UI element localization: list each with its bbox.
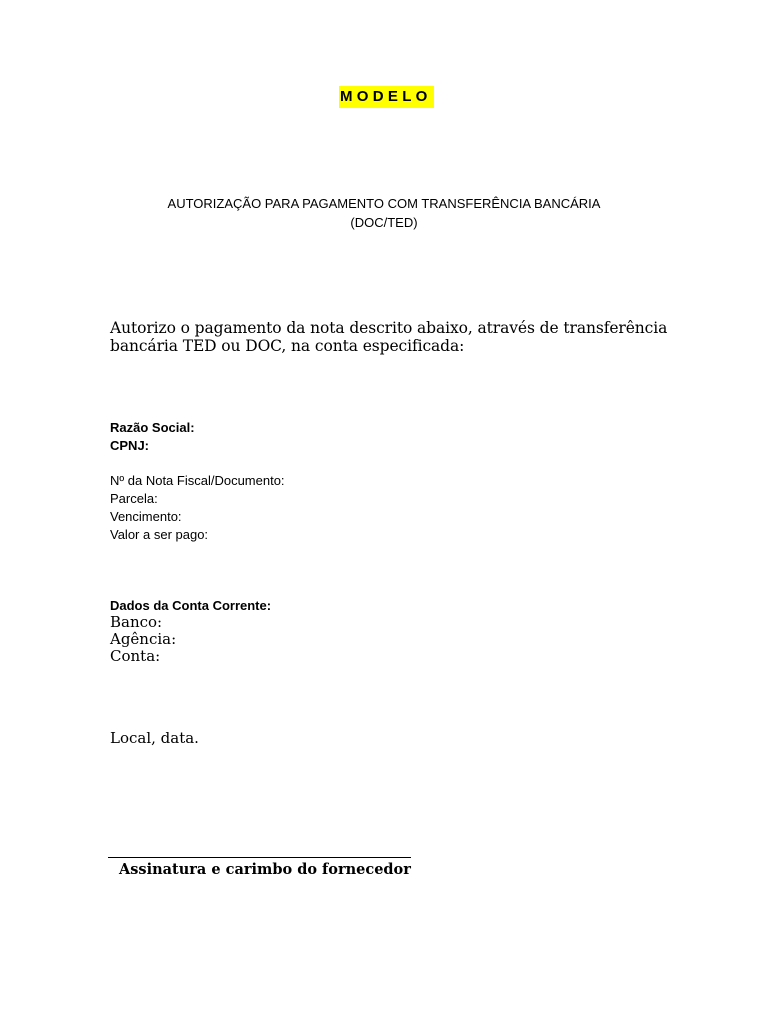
signature-line	[108, 857, 411, 858]
document-title: AUTORIZAÇÃO PARA PAGAMENTO COM TRANSFERÊNCIA BANCÁRIA	[167, 196, 601, 211]
amount-label: Valor a ser pago:	[110, 527, 209, 542]
invoice-number-label: Nº da Nota Fiscal/Documento:	[110, 473, 285, 488]
razao-social-label: Razão Social:	[110, 420, 195, 435]
model-highlight-label: MODELO	[339, 86, 434, 108]
due-date-label: Vencimento:	[110, 509, 182, 524]
installment-label: Parcela:	[110, 491, 158, 506]
document-subtitle: (DOC/TED)	[350, 215, 418, 230]
cnpj-label: CPNJ:	[110, 438, 150, 453]
bank-label: Banco:	[110, 613, 163, 631]
account-number-label: Conta:	[110, 647, 161, 665]
account-heading: Dados da Conta Corrente:	[110, 598, 272, 613]
place-date-label: Local, data.	[110, 729, 199, 747]
intro-text-line-2: bancária TED ou DOC, na conta especificada:	[110, 337, 465, 355]
signature-label: Assinatura e carimbo do fornecedor	[119, 861, 411, 878]
intro-text-line-1: Autorizo o pagamento da nota descrito abaixo, através de transferência	[110, 319, 668, 337]
branch-label: Agência:	[110, 630, 177, 648]
